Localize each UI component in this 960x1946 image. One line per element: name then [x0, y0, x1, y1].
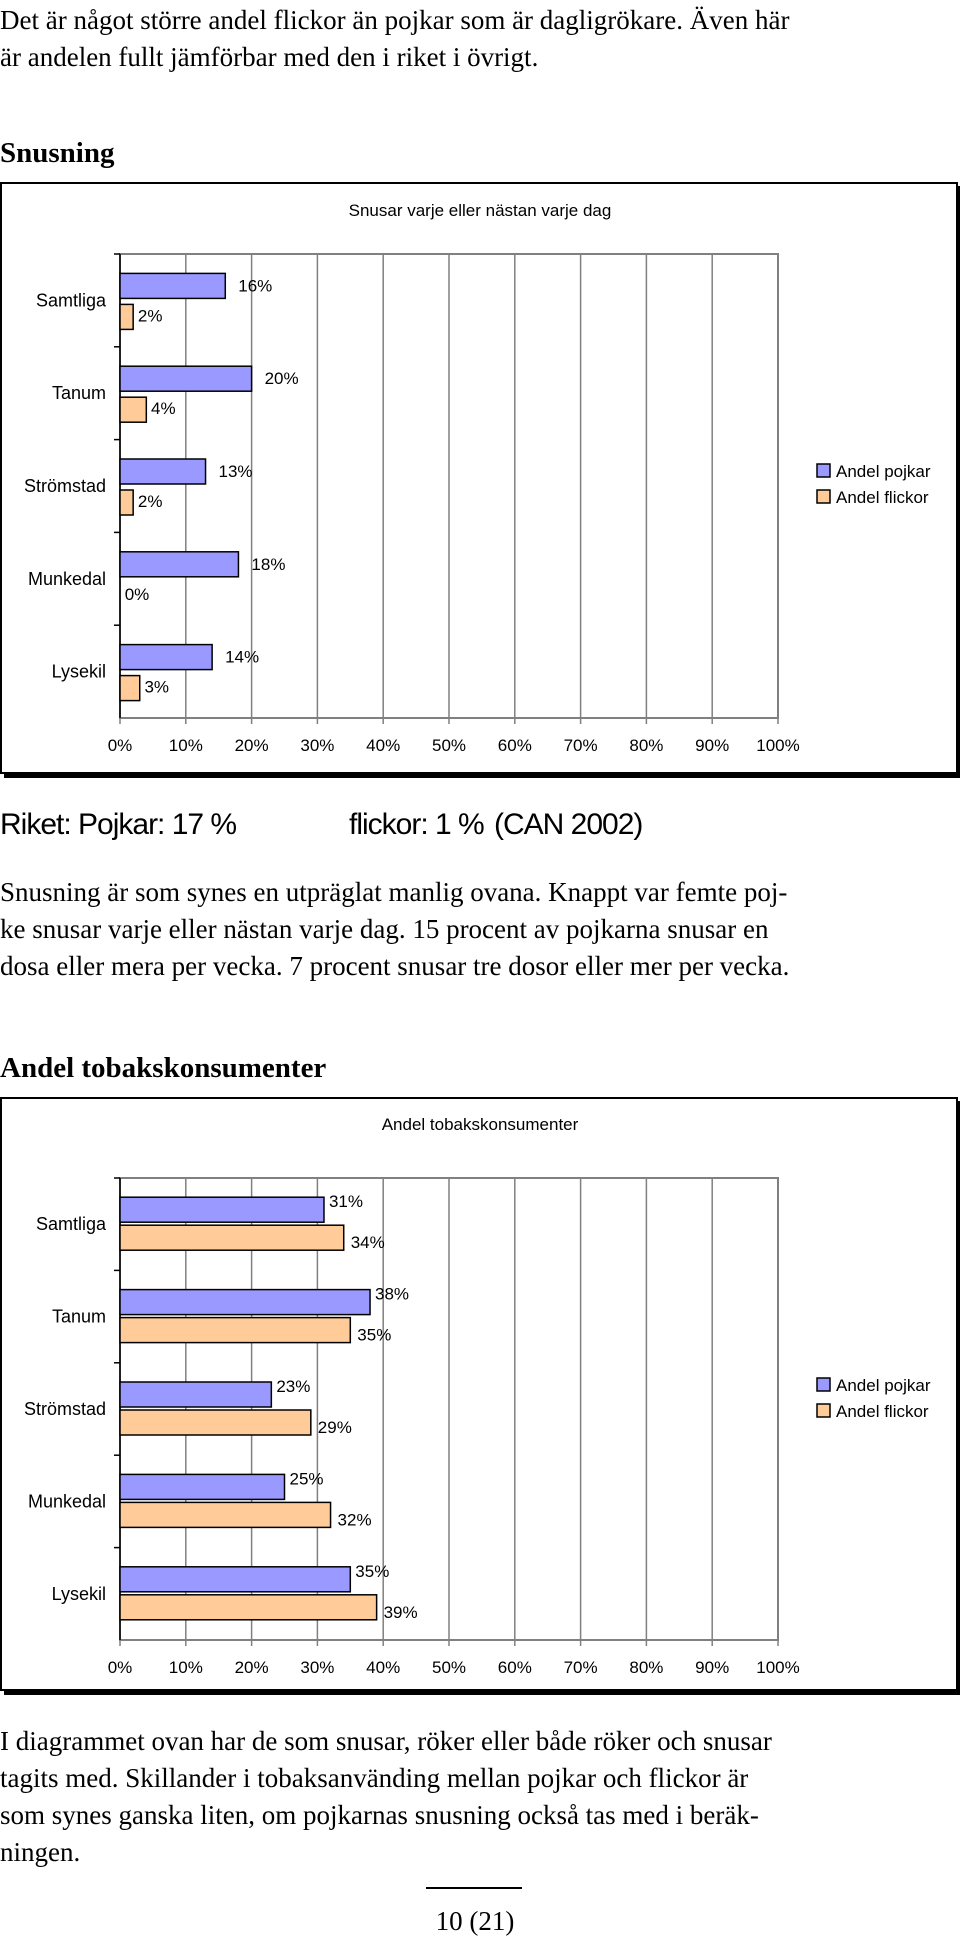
category-label: Samtliga [35, 290, 106, 311]
tobak-line: som synes ganska liten, om pojkarnas snusning också tas med i beräk- [0, 1800, 759, 1830]
footer-rule [426, 1887, 522, 1889]
bar-boys [120, 273, 225, 298]
data-label: 32% [337, 1510, 372, 1530]
category-label: Munkedal [27, 1491, 106, 1512]
category-label: Strömstad [23, 1399, 106, 1419]
tobak-line: ningen. [0, 1837, 81, 1867]
data-label: 35% [357, 1325, 392, 1345]
snus-chart [2, 184, 956, 772]
data-label: 4% [151, 399, 176, 419]
bar-girls [120, 397, 146, 422]
x-tick-label: 10% [168, 1658, 203, 1677]
legend-label: Andel flickor [836, 1402, 929, 1421]
data-label: 18% [251, 554, 286, 574]
bar-boys [120, 459, 206, 484]
chart-title: Andel tobakskonsumenter [381, 1115, 579, 1134]
category-label: Lysekil [51, 661, 106, 682]
tobak-line: tagits med. Skillander i tobaksanvänding mellan pojkar och flickor är [0, 1763, 749, 1793]
tobak-paragraph [0, 1723, 772, 1871]
data-label: 25% [289, 1469, 324, 1489]
intro-line: är andelen fullt jämförbar med den i riket i övrigt. [0, 42, 539, 72]
bar-boys [120, 1290, 370, 1315]
x-tick-label: 70% [563, 736, 598, 755]
x-tick-label: 0% [107, 736, 133, 755]
bar-boys [120, 1197, 324, 1222]
x-tick-label: 40% [366, 1658, 401, 1677]
bar-boys [120, 552, 238, 577]
x-tick-label: 50% [431, 736, 467, 755]
bar-boys [120, 1567, 350, 1592]
x-tick-label: 80% [629, 1658, 664, 1677]
x-tick-label: 0% [107, 1658, 133, 1677]
x-tick-label: 100% [756, 736, 800, 755]
legend-label: Andel pojkar [836, 1376, 931, 1395]
category-label: Tanum [51, 1306, 106, 1327]
bar-girls [120, 304, 133, 329]
chart-title: Snusar varje eller nästan varje dag [348, 201, 612, 220]
data-label: 3% [144, 677, 170, 697]
category-label: Munkedal [27, 568, 106, 589]
data-label: 2% [137, 306, 163, 326]
x-tick-label: 30% [300, 736, 335, 755]
x-tick-label: 90% [695, 1658, 730, 1677]
data-label: 16% [238, 276, 273, 296]
snus-line: dosa eller mera per vecka. 7 procent snusar tre dosor eller mer per vecka. [0, 951, 790, 981]
x-tick-label: 20% [234, 736, 269, 755]
category-label: Samtliga [35, 1214, 106, 1235]
legend-swatch-girls [817, 1404, 830, 1417]
category-label: Tanum [51, 383, 106, 404]
data-label: 20% [264, 369, 299, 389]
snus-paragraph [0, 874, 789, 985]
x-tick-label: 80% [629, 736, 664, 755]
x-tick-label: 60% [497, 736, 532, 755]
x-tick-label: 60% [497, 1658, 532, 1677]
x-tick-label: 30% [300, 1658, 335, 1677]
legend-label: Andel pojkar [836, 462, 931, 481]
x-tick-label: 50% [431, 1658, 467, 1677]
data-label: 35% [355, 1561, 390, 1581]
bar-girls [120, 490, 133, 515]
tobak-chart [2, 1099, 956, 1689]
x-tick-label: 100% [756, 1658, 800, 1677]
snus-line: ke snusar varje eller nästan varje dag. 15 procent av pojkarna snusar en [0, 914, 769, 944]
riket-source: (CAN 2002) [494, 808, 643, 841]
category-label: Strömstad [23, 476, 106, 496]
bar-girls [120, 1595, 377, 1620]
x-tick-label: 90% [695, 736, 730, 755]
intro-line: Det är något större andel flickor än pojkar som är dagligrökare. Även här [0, 5, 790, 35]
data-label: 38% [375, 1284, 410, 1304]
legend-label: Andel flickor [836, 488, 929, 507]
bar-girls [120, 676, 140, 701]
data-label: 34% [350, 1233, 385, 1253]
legend-swatch-boys [817, 1378, 830, 1391]
data-label: 31% [328, 1192, 363, 1212]
data-label: 14% [225, 647, 260, 667]
data-label: 13% [218, 462, 253, 481]
bar-girls [120, 1410, 311, 1435]
bar-boys [120, 366, 252, 391]
tobak-chart-frame [0, 1097, 958, 1691]
legend-swatch-girls [817, 490, 830, 503]
riket-boys: Riket: Pojkar: 17 % [0, 808, 237, 841]
snus-line: Snusning är som synes en utpräglat manlig ovana. Knappt var femte poj- [0, 877, 788, 907]
tobak-line: I diagrammet ovan har de som snusar, röker eller både röker och snusar [0, 1726, 772, 1756]
x-tick-label: 10% [168, 736, 203, 755]
intro-paragraph [0, 2, 789, 76]
page-number: 10 (21) [435, 1906, 515, 1936]
x-tick-label: 70% [563, 1658, 598, 1677]
data-label: 0% [124, 584, 150, 604]
bar-girls [120, 1318, 350, 1343]
bar-boys [120, 645, 212, 670]
legend-swatch-boys [817, 464, 830, 477]
category-label: Lysekil [51, 1583, 106, 1604]
snus-chart-frame [0, 182, 958, 774]
snus-heading: Snusning [0, 137, 115, 169]
riket-girls: flickor: 1 % [349, 808, 484, 841]
bar-boys [120, 1474, 285, 1499]
x-tick-label: 40% [366, 736, 401, 755]
bar-girls [120, 1502, 331, 1527]
data-label: 2% [137, 492, 163, 511]
tobak-heading: Andel tobakskonsumenter [0, 1052, 327, 1084]
x-tick-label: 20% [234, 1658, 269, 1677]
bar-boys [120, 1382, 271, 1407]
data-label: 23% [276, 1377, 311, 1396]
data-label: 39% [383, 1602, 418, 1622]
data-label: 29% [317, 1418, 352, 1437]
bar-girls [120, 1225, 344, 1250]
